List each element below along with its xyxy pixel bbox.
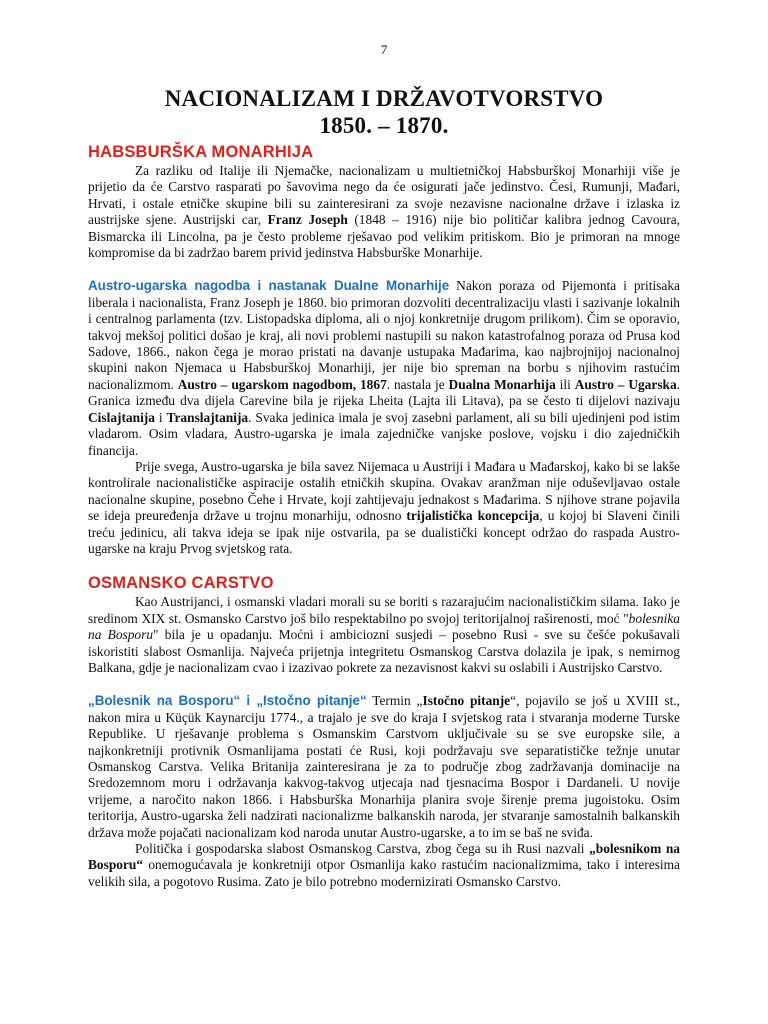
paragraph-ottoman-intro: Kao Austrijanci, i osmanski vladari morali su se boriti s razarajućim nacionalističkim silama. Iako je sredinom XIX st. Osmansko Carstvo još bilo respektabilno po svojoj teritorijalnoj raširenosti, moć "bolesnika na Bosporu" bila je u opadanju. Moćni i ambiciozni susjedi – posebno Rusi - sve su češće pokušavali iskoristiti slabost Osmanlija. Najveća prijetnja integritetu Osmanskog Carstva dolazila je ipak, s nemirnog Balkana, gdje je nacionalizam cvao i izazivao pokrete za nezavisnost kakvi su oslabili i Austrijsko Carstvo. [88,594,681,675]
paragraph-habsburg-intro: Za razliku od Italije ili Njemačke, nacionalizam u multietničkoj Habsburškoj Monarhiji više je prijetio da će Carstvo rasparati po šavovima nego da će osigurati jače jedinstvo. Česi, Rumunji, Mađari, Hrvati, i ostale etničke skupine bili su zainteresirani za svoje nezavisne nacionalne države i izlaska iz austrijske sjene. Austrijski car, Franz Joseph (1848 – 1916) nije bio političar kalibra jednog Cavoura, Bismarcka ili Lincolna, pa je često probleme rješavao pod velikim pritiskom. Bio je primoran na mnoge kompromise da bi zadržao barem privid jedinstva Habsburške Monarhije. [88,163,680,261]
paragraph-sick-man: Politička i gospodarska slabost Osmanskog Carstva, zbog čega su ih Rusi nazvali „bolesnikom na Bosporu“ onemogućavala je konkretniji otpor Osmanlija kako rastućim nacionalizmima, tako i interesima velikih sila, a pogotovo Rusima. Zato je bilo potrebno modernizirati Osmansko Carstvo. [88,841,681,889]
page-title [88,85,680,139]
title-line-2: 1850. – 1870. [319,113,449,138]
subheading-eastern-question: „Bolesnik na Bosporu“ i „Istočno pitanje“ [88,693,367,709]
paragraph-austro-hungarian-compromise: Austro-ugarska nagodba i nastanak Dualne Monarhije Nakon poraza od Pijemonta i pritisaka liberala i nacionalista, Franz Joseph je 1860. bio primoran dozvoliti decentralizaciju vlasti i sazivanje lokalnih i centralnog parlamenta (tzv. Listopadska diploma, ali o njoj konkretnije drugom prilikom). Čim se oporavio, takvoj mekšoj politici došao je kraj, ali novi problemi nastupili su nakon katastrofalnog poraza od Prusa kod Sadove, 1866., nakon čega je morao pristati na davanje ustupaka Mađarima, kao najbrojnijoj nacionalnoj skupini nakon Njemaca u Habsburškoj Monarhiji, jer nije bio spreman na borbu s njihovim rastućim nacionalizmom. Austro – ugarskom nagodbom, 1867. nastala je Dualna Monarhija ili Austro – Ugarska. Granica između dva dijela Carevine bila je rijeka Lheita (Lajta ili Litava), pa se često ti dijelovi nazivaju Cislajtanija i Translajtanija. Svaka jedinica imala je svoj zasebni parlament, ali su bili ujedinjeni pod istim vladarom. Osim vladara, Austro-ugarska je imala zajedničke vanjske poslove, vojsku i dio zajedničkih financija. [88,278,681,458]
section-heading-ottoman: OSMANSKO CARSTVO [88,574,274,593]
title-line-1: NACIONALIZAM I DRŽAVOTVORSTVO [164,86,604,111]
paragraph-eastern-question: „Bolesnik na Bosporu“ i „Istočno pitanje“ Termin „Istočno pitanje“, pojavilo se još u XVIII st., nakon mira u Küçük Kaynarciju 1774., a trajalo je sve do kraja I svjetskog rata i stvaranja moderne Turske Republike. U rješavanje problema s Osmanskim Carstvom uključivale su se sve europske sile, a najkonkretniji protivnik Osmanlijama postati će Rusi, koji podržavaju sve separatističke težnje unutar Osmanskog Carstva. Velika Britanija zainteresirana je za to područje zbog zadržavanja dominacije na Sredozemnom moru i održavanja kakvog-takvog utjecaja nad tjesnacima Bospor i Dardaneli. U novije vrijeme, a naročito nakon 1866. i Habsburška Monarhija planira svoje širenje prema jugoistoku. Osim teritorija, Austro-ugarska želi nadzirati nacionalizme balkanskih naroda, jer stvaranje samostalnih balkanskih država može pojačati nacionalizam kod naroda unutar Austro-ugarske, a to im se baš ne sviđa. [88,693,681,840]
section-heading-habsburg: HABSBURŠKA MONARHIJA [88,143,314,161]
main-content [88,142,680,890]
page-number: 7 [380,42,388,57]
paragraph-trialism: Prije svega, Austro-ugarska je bila savez Nijemaca u Austriji i Mađara u Mađarskoj, kako bi se lakše kontrolirale nacionalističke aspiracije ostalih etničkih skupina. Ovakav aranžman nije oduševljavao ostale nacionalne skupine, posebno Čehe i Hrvate, koji zahtijevaju jednakost s Mađarima. S njihove strane pojavila se ideja preuređenja države u trojnu monarhiju, odnosno trijalistička koncepcija, u kojoj bi Slaveni činili treću jedinicu, ali takva ideja se ipak nije ostvarila, pa se dualistički koncept održao do raspada Austro-ugarske na kraju Prvog svjetskog rata. [88,458,680,556]
subheading-compromise: Austro-ugarska nagodba i nastanak Dualne Monarhije [88,278,450,294]
